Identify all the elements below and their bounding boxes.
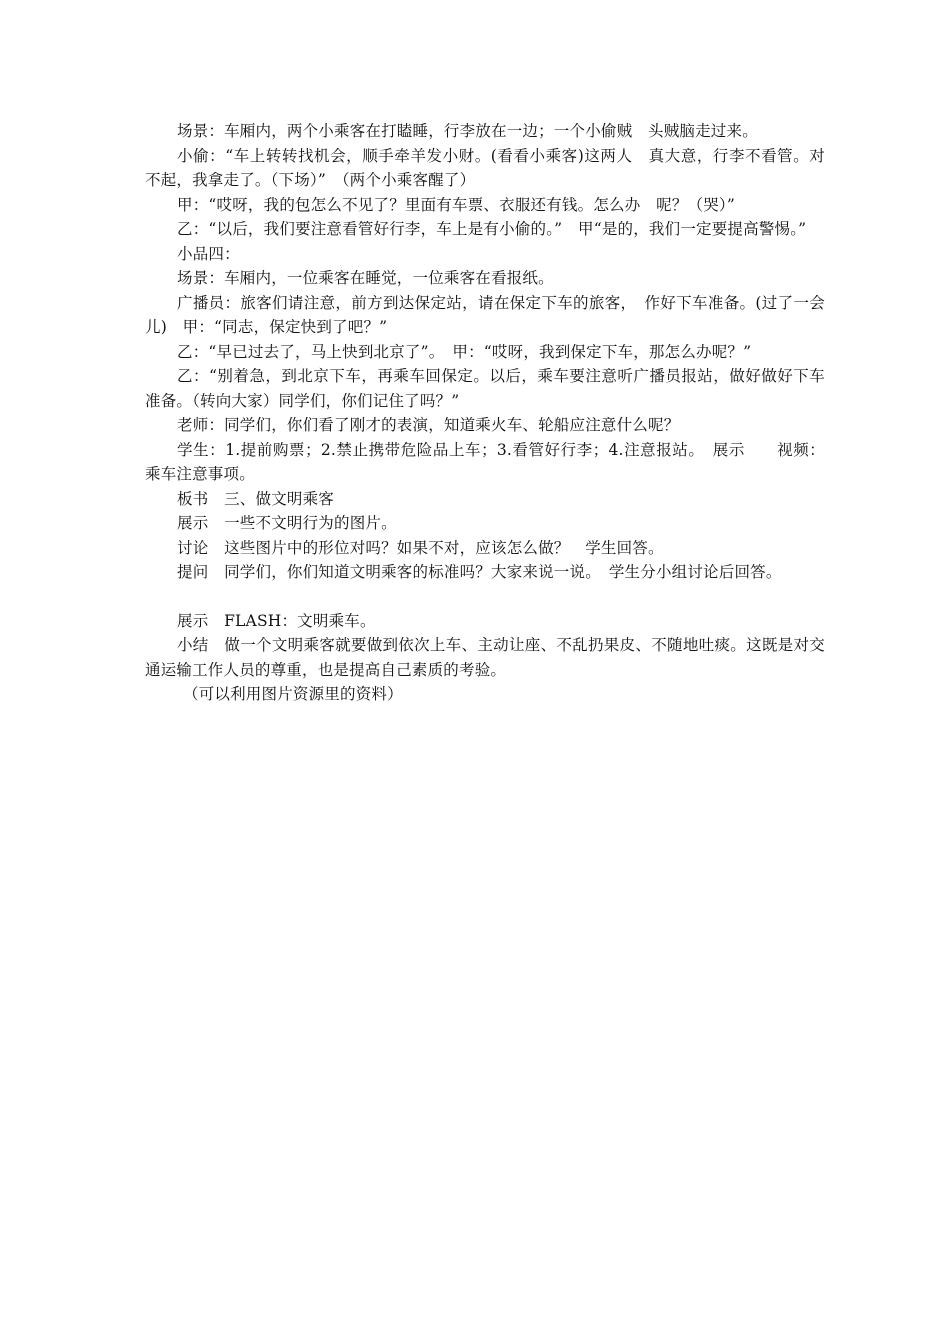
paragraph-summary: 小结 做一个文明乘客就要做到依次上车、主动让座、不乱扔果皮、不随地吐痰。这既是对交通运输工作人员的尊重，也是提高自己素质的考验。	[145, 636, 825, 679]
paragraph-teacher: 老师：同学们，你们看了刚才的表演，知道乘火车、轮船应注意什么呢？	[177, 416, 680, 434]
paragraph-skit-four-heading: 小品四：	[177, 244, 240, 263]
paragraph-show-flash: 展示 FLASH：文明乘车。	[177, 611, 376, 630]
paragraph-board-heading: 板书 三、做文明乘客	[177, 489, 335, 508]
paragraph-yi-line-2: 乙：“早已过去了，马上快到北京了”。 甲：“哎呀，我到保定下车，那怎么办呢？”	[177, 342, 752, 361]
document-body	[145, 119, 825, 707]
paragraph-spacer	[145, 585, 825, 609]
paragraph-students: 学生：1.提前购票；2.禁止携带危险品上车；3.看管好行李；4.注意报站。 展示 视频：乘车注意事项。	[145, 440, 825, 483]
paragraph-question: 提问 同学们，你们知道文明乘客的标准吗？大家来说一说。 学生分小组讨论后回答。	[177, 563, 782, 581]
paragraph-yi-line-3: 乙：“别着急，到北京下车，再乘车回保定。以后，乘车要注意听广播员报站，做好做好下车准备。（转向大家）同学们，你们记住了吗？”	[145, 367, 825, 410]
paragraph-note: （可以利用图片资源里的资料）	[183, 685, 403, 703]
paragraph-discussion: 讨论 这些图片中的形位对吗？如果不对，应该怎么做？ 学生回答。	[177, 538, 664, 557]
paragraph-show-pictures: 展示 一些不文明行为的图片。	[177, 514, 397, 532]
paragraph-thief-line: 小偷：“车上转转找机会，顺手牵羊发小财。(看看小乘客)这两人 真大意，行李不看管。对不起，我拿走了。（下场）” （两个小乘客醒了）	[145, 146, 825, 189]
paragraph-scene-1: 场景：车厢内，两个小乘客在打瞌睡，行李放在一边；一个小偷贼 头贼脑走过来。	[177, 122, 758, 140]
paragraph-scene-2: 场景：车厢内，一位乘客在睡觉，一位乘客在看报纸。	[177, 269, 554, 287]
paragraph-broadcaster: 广播员：旅客们请注意，前方到达保定站，请在保定下车的旅客， 作好下车准备。(过了一会儿) 甲：“同志，保定快到了吧？”	[145, 293, 825, 336]
paragraph-jia-line-1: 甲：“哎呀，我的包怎么不见了？里面有车票、衣服还有钱。怎么办 呢？（哭）”	[177, 195, 736, 214]
paragraph-yi-line-1: 乙：“以后，我们要注意看管好行李，车上是有小偷的。” 甲“是的，我们一定要提高警惕。”	[177, 220, 807, 238]
